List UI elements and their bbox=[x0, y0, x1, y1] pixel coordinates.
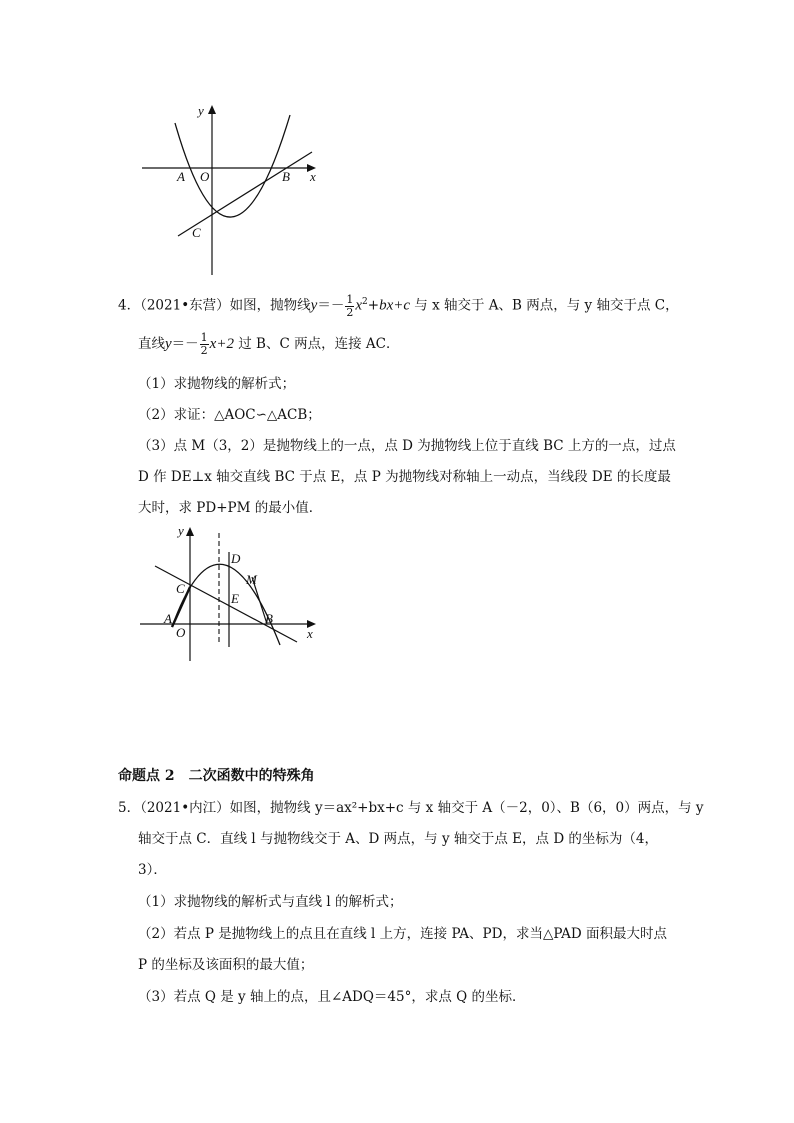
problem4-q3-line3: 大时，求 PD+PM 的最小值． bbox=[138, 500, 323, 516]
figure-parabola-1 bbox=[130, 95, 330, 280]
y-axis-arrow bbox=[186, 527, 194, 536]
label-c: C bbox=[176, 581, 185, 596]
label-c: C bbox=[192, 225, 201, 240]
problem4-q2: （2）求证：△AOC∽△ACB； bbox=[138, 407, 321, 423]
label-b: B bbox=[282, 169, 290, 184]
problem5-line2: 轴交于点 C．直线 l 与抛物线交于 A、D 两点，与 y 轴交于点 E，点 D 的坐标为（4， bbox=[138, 831, 659, 847]
fraction-half-2: $\frac{1}{2}$ bbox=[200, 331, 208, 357]
label-o: O bbox=[200, 169, 210, 184]
label-d: D bbox=[231, 551, 241, 566]
problem5-line1: 5．（2021•内江）如图，抛物线 y＝ax²+bx+c 与 x 轴交于 A（－2，0）、B（6，0）两点，与 y bbox=[118, 800, 704, 816]
label-a: A bbox=[164, 611, 172, 626]
label-m: M bbox=[246, 572, 257, 587]
label-a: A bbox=[177, 169, 185, 184]
label-y: y bbox=[198, 103, 204, 118]
figure-parabola-2 bbox=[130, 515, 330, 665]
problem5-q1: （1）求抛物线的解析式与直线 l 的解析式； bbox=[138, 894, 403, 910]
problem5-q2-line2: P 的坐标及该面积的最大值； bbox=[138, 957, 314, 973]
problem4-q3-line1: （3）点 M（3，2）是抛物线上的一点，点 D 为抛物线上位于直线 BC 上方的一点，过点 bbox=[138, 438, 676, 454]
line-bc bbox=[178, 152, 312, 236]
problem4-line1: 4．（2021•东营）如图，抛物线y＝－ $\frac{1}{2}$ $x^2+bx+c$ 与 x 轴交于 A、B 两点，与 y 轴交于点 C， bbox=[118, 292, 679, 319]
problem4-q1: （1）求抛物线的解析式； bbox=[138, 376, 296, 392]
problem4-line2: 直线y＝－ $\frac{1}{2}$ x+2 过 B、C 两点，连接 AC． bbox=[138, 331, 400, 357]
label-o: O bbox=[176, 625, 186, 640]
section-title: 命题点 2 二次函数中的特殊角 bbox=[118, 768, 315, 784]
problem4-q3-line2: D 作 DE⊥x 轴交直线 BC 于点 E，点 P 为抛物线对称轴上一动点，当线段 DE 的长度最 bbox=[138, 469, 671, 485]
y-axis-arrow bbox=[208, 105, 216, 114]
problem5-q3: （3）若点 Q 是 y 轴上的点，且∠ADQ＝45°，求点 Q 的坐标． bbox=[138, 989, 526, 1005]
label-e: E bbox=[231, 591, 239, 606]
label-x: x bbox=[307, 626, 313, 641]
label-y: y bbox=[178, 523, 184, 538]
problem5-q2-line1: （2）若点 P 是抛物线上的点且在直线 l 上方，连接 PA、PD，求当△PAD 面积最大时点 bbox=[138, 926, 668, 942]
problem5-line3: 3）． bbox=[138, 862, 167, 878]
label-b: B bbox=[265, 611, 273, 626]
fraction-half: $\frac{1}{2}$ bbox=[346, 292, 354, 319]
label-x: x bbox=[310, 169, 316, 184]
